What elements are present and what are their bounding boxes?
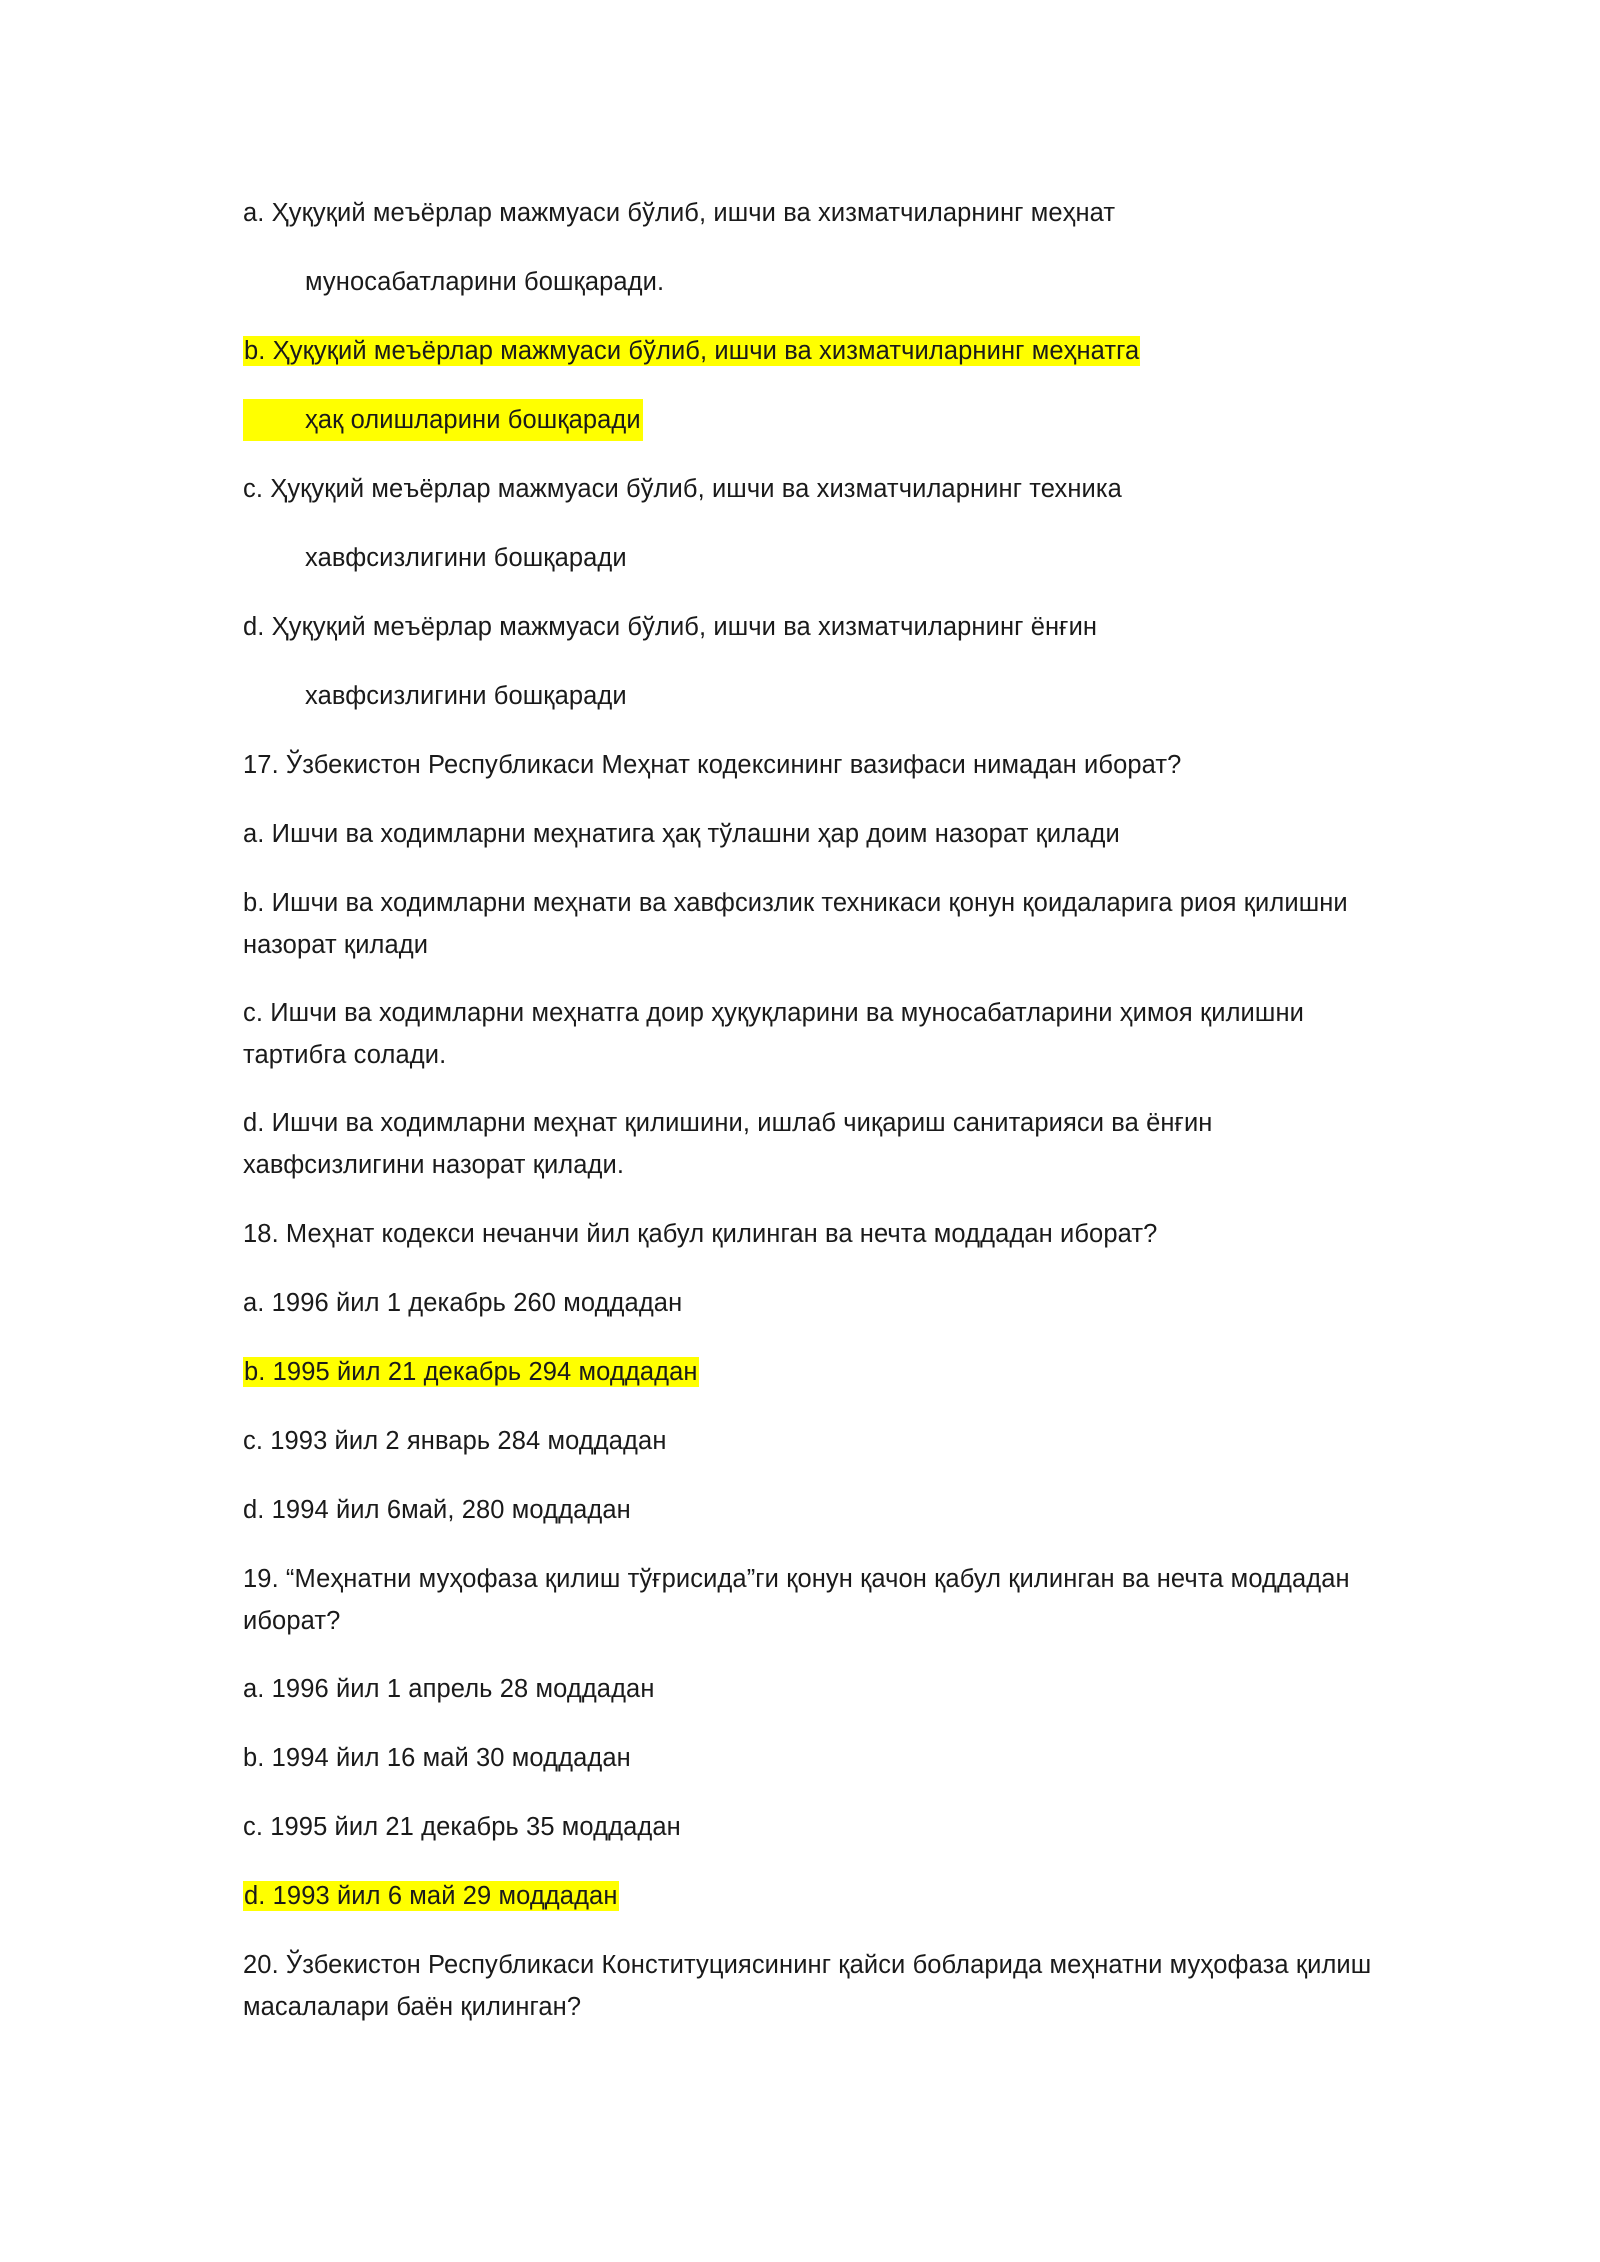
q19-option-a: a. 1996 йил 1 апрель 28 моддадан xyxy=(243,1675,655,1703)
q16-option-c-line1: c. Ҳуқуқий меъёрлар мажмуаси бўлиб, ишчи ва хизматчиларнинг техника xyxy=(243,475,1122,503)
q19-question: 19. “Меҳнатни муҳофаза қилиш тўғрисида”ги қонун қачон қабул қилинган ва нечта моддадан иборат? xyxy=(243,1565,1350,1635)
q17-option-c: c. Ишчи ва ходимларни меҳнатга доир ҳуқуқларини ва муносабатларини ҳимоя қилишни тартибга солади. xyxy=(243,999,1304,1069)
q17-option-b: b. Ишчи ва ходимларни меҳнати ва хавфсизлик техникаси қонун қоидаларига риоя қилишни назорат қилади xyxy=(243,889,1348,959)
highlighted-answer: b. 1995 йил 21 декабрь 294 моддадан xyxy=(244,1358,698,1386)
q18-option-d: d. 1994 йил 6май, 280 моддадан xyxy=(243,1496,631,1524)
q16-option-a-line1: a. Ҳуқуқий меъёрлар мажмуаси бўлиб, ишчи ва хизматчиларнинг меҳнат xyxy=(243,199,1116,227)
highlighted-answer: b. Ҳуқуқий меъёрлар мажмуаси бўлиб, ишчи ва хизматчиларнинг меҳнатга xyxy=(244,337,1140,365)
q16-option-b-line1 xyxy=(243,330,1373,372)
q18-option-b xyxy=(243,1351,1373,1393)
q18-question: 18. Меҳнат кодекси нечанчи йил қабул қилинган ва нечта моддадан иборат? xyxy=(243,1220,1158,1248)
q19-option-c: c. 1995 йил 21 декабрь 35 моддадан xyxy=(243,1813,681,1841)
q17-option-a: a. Ишчи ва ходимларни меҳнатига ҳақ тўлашни ҳар доим назорат қилади xyxy=(243,820,1120,848)
q16-option-d-line1: d. Ҳуқуқий меъёрлар мажмуаси бўлиб, ишчи ва хизматчиларнинг ёнғин xyxy=(243,613,1098,641)
q16-option-c-line2: хавфсизлигини бошқаради xyxy=(305,544,627,572)
q19-option-d xyxy=(243,1875,1373,1917)
q19-option-b: b. 1994 йил 16 май 30 моддадан xyxy=(243,1744,631,1772)
q20-question: 20. Ўзбекистон Республикаси Конституциясининг қайси бобларида меҳнатни муҳофаза қилиш масалалари баён қилинган? xyxy=(243,1951,1372,2021)
q16-option-a-line2: муносабатларини бошқаради. xyxy=(305,268,665,296)
highlighted-answer: d. 1993 йил 6 май 29 моддадан xyxy=(244,1882,618,1910)
q18-option-a: a. 1996 йил 1 декабрь 260 моддадан xyxy=(243,1289,683,1317)
q16-option-d-line2: хавфсизлигини бошқаради xyxy=(305,682,627,710)
highlighted-answer-continuation: ҳақ олишларини бошқаради xyxy=(243,399,643,441)
q17-option-d: d. Ишчи ва ходимларни меҳнат қилишини, ишлаб чиқариш санитарияси ва ёнғин хавфсизлигини назорат қилади. xyxy=(243,1109,1213,1179)
q18-option-c: c. 1993 йил 2 январь 284 моддадан xyxy=(243,1427,667,1455)
q17-question: 17. Ўзбекистон Республикаси Меҳнат кодексининг вазифаси нимадан иборат? xyxy=(243,751,1182,779)
q16-option-b-line2 xyxy=(243,399,1373,441)
